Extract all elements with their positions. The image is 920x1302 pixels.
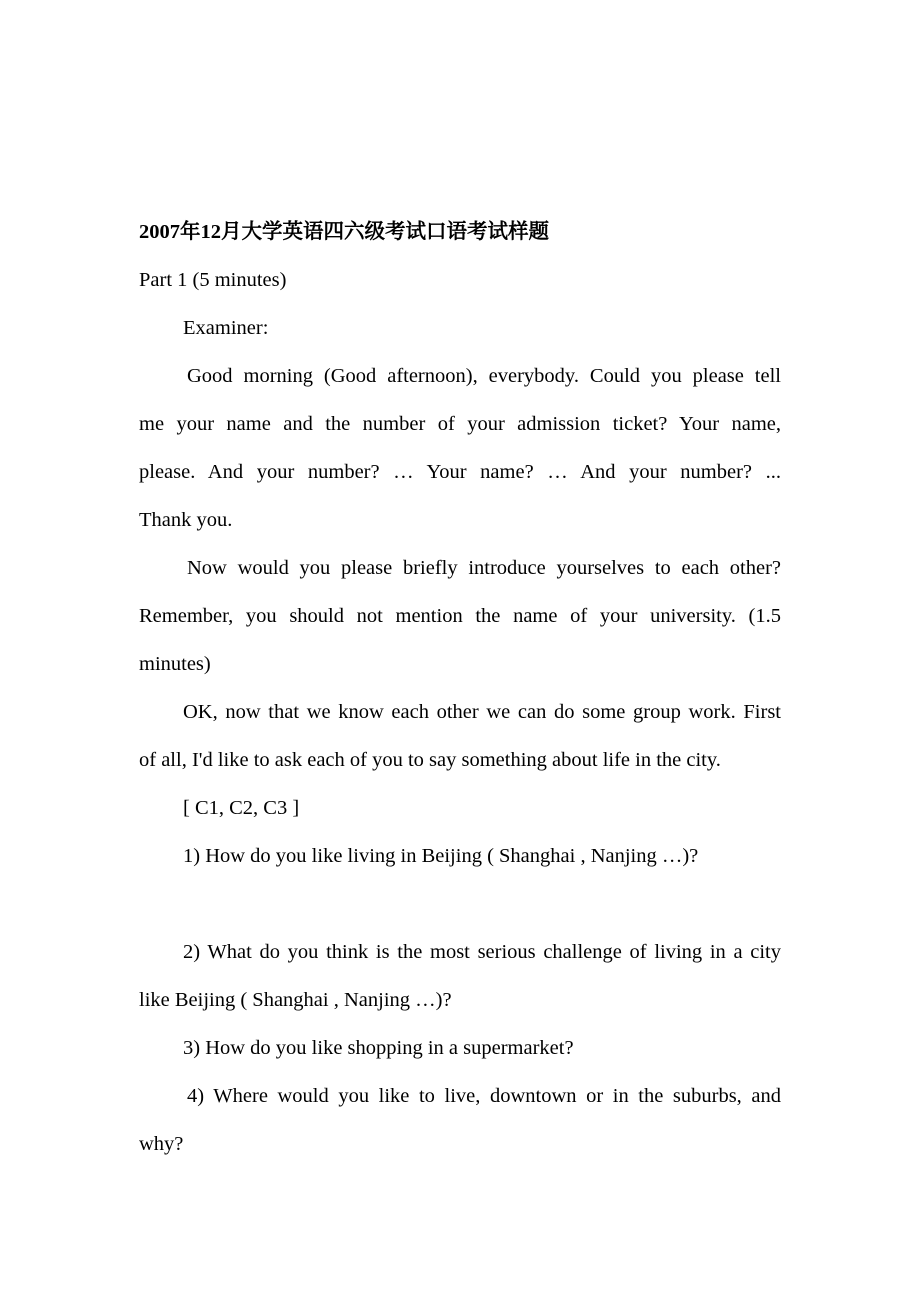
- paragraph-line: of all, I'd like to ask each of you to say something about life in the city.: [139, 749, 721, 771]
- speaker-label: Examiner:: [183, 317, 269, 339]
- question-item: 1) How do you like living in Beijing ( Shanghai , Nanjing …)?: [183, 845, 699, 867]
- question-item: 2) What do you think is the most serious challenge of living in a city: [183, 941, 781, 963]
- paragraph-line: OK, now that we know each other we can do some group work. First: [183, 701, 781, 723]
- paragraph-line: Now would you please briefly introduce yourselves to each other?: [187, 557, 781, 579]
- candidates-label: [ C1, C2, C3 ]: [183, 797, 300, 819]
- paragraph-line: Remember, you should not mention the name of your university. (1.5: [139, 605, 781, 627]
- paragraph-line: please. And your number? … Your name? … And your number? ...: [139, 461, 781, 483]
- question-item-continuation: why?: [139, 1133, 184, 1155]
- paragraph-line: me your name and the number of your admission ticket? Your name,: [139, 413, 781, 435]
- group-work-paragraph: [139, 688, 781, 784]
- introduction-paragraph: [139, 544, 781, 688]
- question-item-continuation: like Beijing ( Shanghai , Nanjing …)?: [139, 989, 452, 1011]
- paragraph-line: Thank you.: [139, 509, 233, 531]
- paragraph-line: Good morning (Good afternoon), everybody. Could you please tell: [187, 365, 781, 387]
- part-heading: Part 1 (5 minutes): [139, 269, 287, 291]
- document-title: 2007年12月大学英语四六级考试口语考试样题: [139, 221, 549, 243]
- question-item: 4) Where would you like to live, downtown or in the suburbs, and: [187, 1085, 781, 1107]
- blank-line: [139, 880, 781, 928]
- paragraph-line: minutes): [139, 653, 211, 675]
- question-item: 3) How do you like shopping in a supermarket?: [183, 1037, 574, 1059]
- question-list: [139, 832, 781, 1168]
- greeting-paragraph: [139, 352, 781, 544]
- document-page: [139, 208, 781, 1168]
